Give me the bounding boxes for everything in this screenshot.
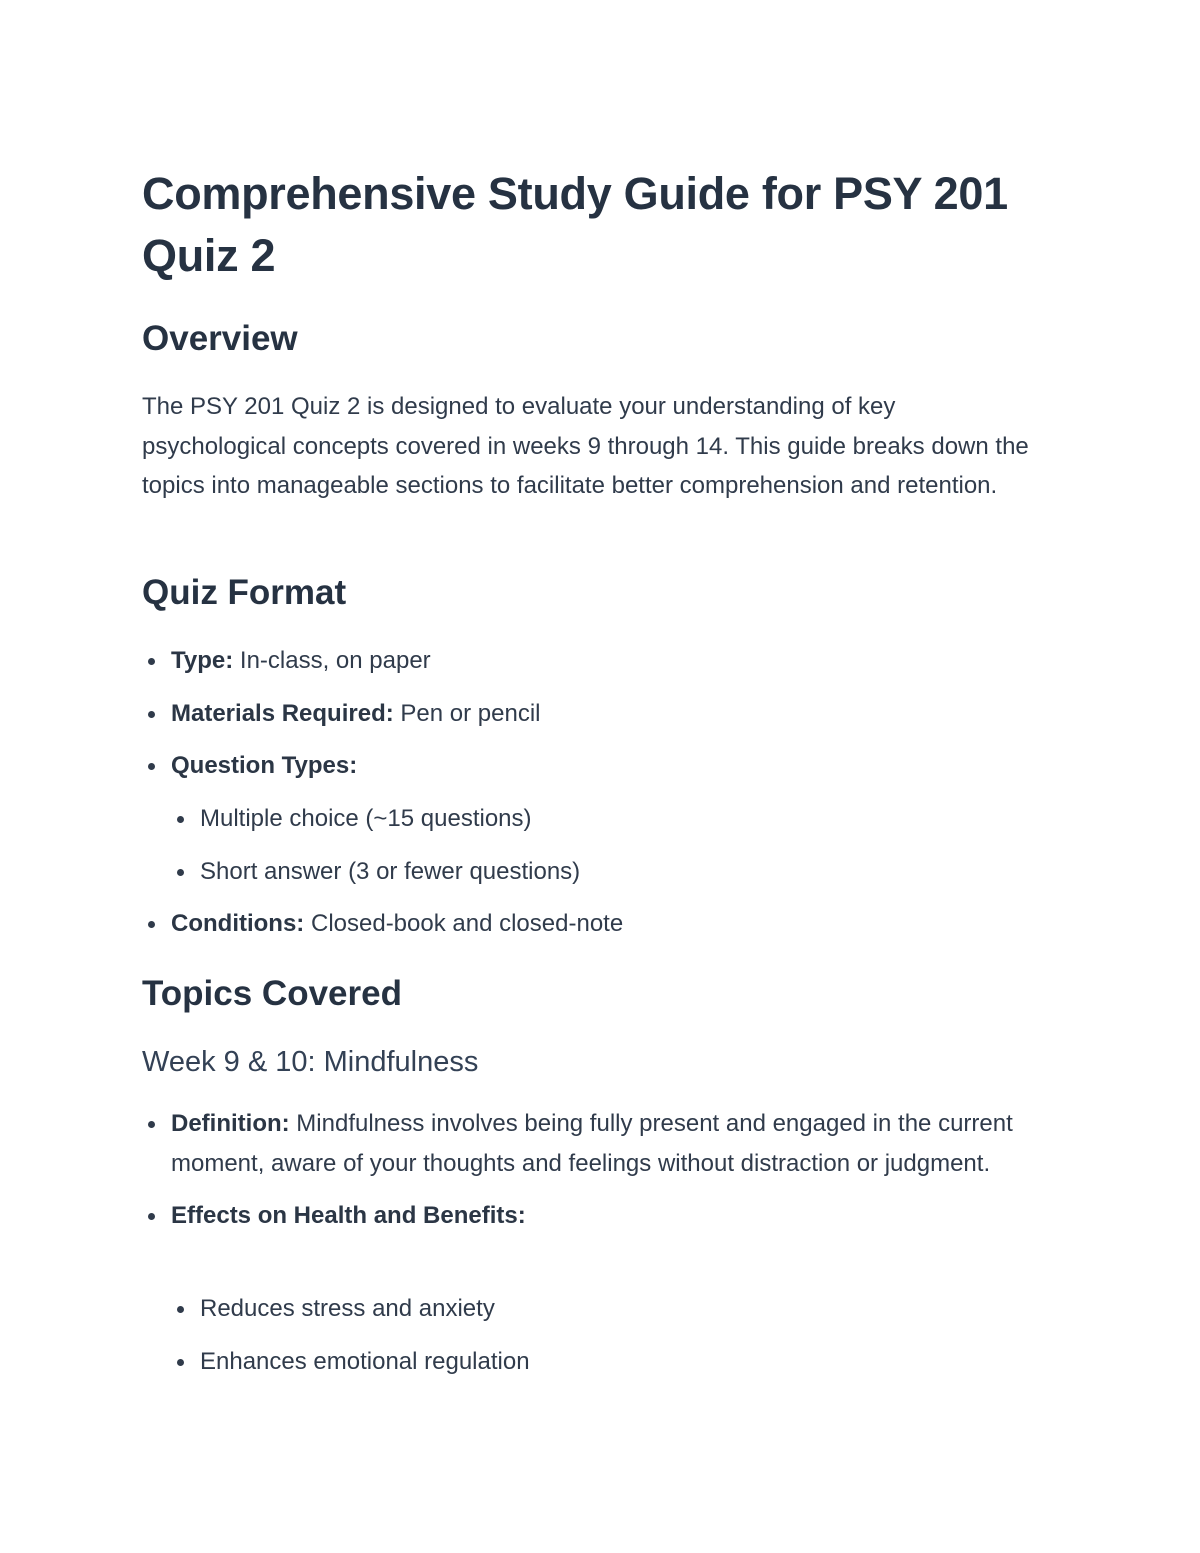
type-value: In-class, on paper [233, 647, 431, 674]
list-item-reduces-stress: Reduces stress and anxiety [200, 1289, 530, 1329]
quiz-format-heading: Quiz Format [142, 573, 347, 612]
conditions-label: Conditions: [171, 910, 305, 937]
list-item-materials [171, 694, 541, 734]
definition-value: Mindfulness involves being fully present and engaged in the current moment, aware of your thoughts and feelings without distraction or judgment. [171, 1110, 1013, 1177]
page-title: Comprehensive Study Guide for PSY 201 Quiz 2 [142, 168, 1008, 281]
list-item-short-answer: Short answer (3 or fewer questions) [200, 852, 580, 892]
conditions-list [171, 904, 623, 944]
question-types-label: Question Types: [171, 752, 358, 779]
type-label: Type: [171, 647, 234, 674]
mindfulness-list [171, 1104, 1051, 1249]
week-heading: Week 9 & 10: Mindfulness [142, 1046, 479, 1078]
topics-heading: Topics Covered [142, 974, 402, 1013]
effects-sublist [200, 1289, 530, 1394]
overview-text: The PSY 201 Quiz 2 is designed to evaluate your understanding of key psychological concepts covered in weeks 9 through 14. This guide breaks down the topics into manageable sections to facilitate better comprehension and retention. [142, 393, 1029, 499]
list-item-conditions [171, 904, 623, 944]
question-types-sublist [200, 799, 580, 904]
materials-value: Pen or pencil [393, 699, 541, 727]
effects-label: Effects on Health and Benefits: [171, 1202, 526, 1229]
list-item-multiple-choice: Multiple choice (~15 questions) [200, 799, 580, 839]
list-item-definition [171, 1104, 1051, 1183]
list-item-type [171, 641, 541, 681]
materials-label: Materials Required: [171, 699, 394, 727]
list-item-effects [171, 1196, 1051, 1236]
conditions-value: Closed-book and closed-note [304, 910, 624, 937]
list-item-question-types [171, 746, 541, 786]
overview-heading: Overview [142, 319, 298, 358]
definition-label: Definition: [171, 1110, 290, 1137]
quiz-format-list [171, 641, 541, 799]
list-item-emotional-regulation: Enhances emotional regulation [200, 1342, 530, 1382]
